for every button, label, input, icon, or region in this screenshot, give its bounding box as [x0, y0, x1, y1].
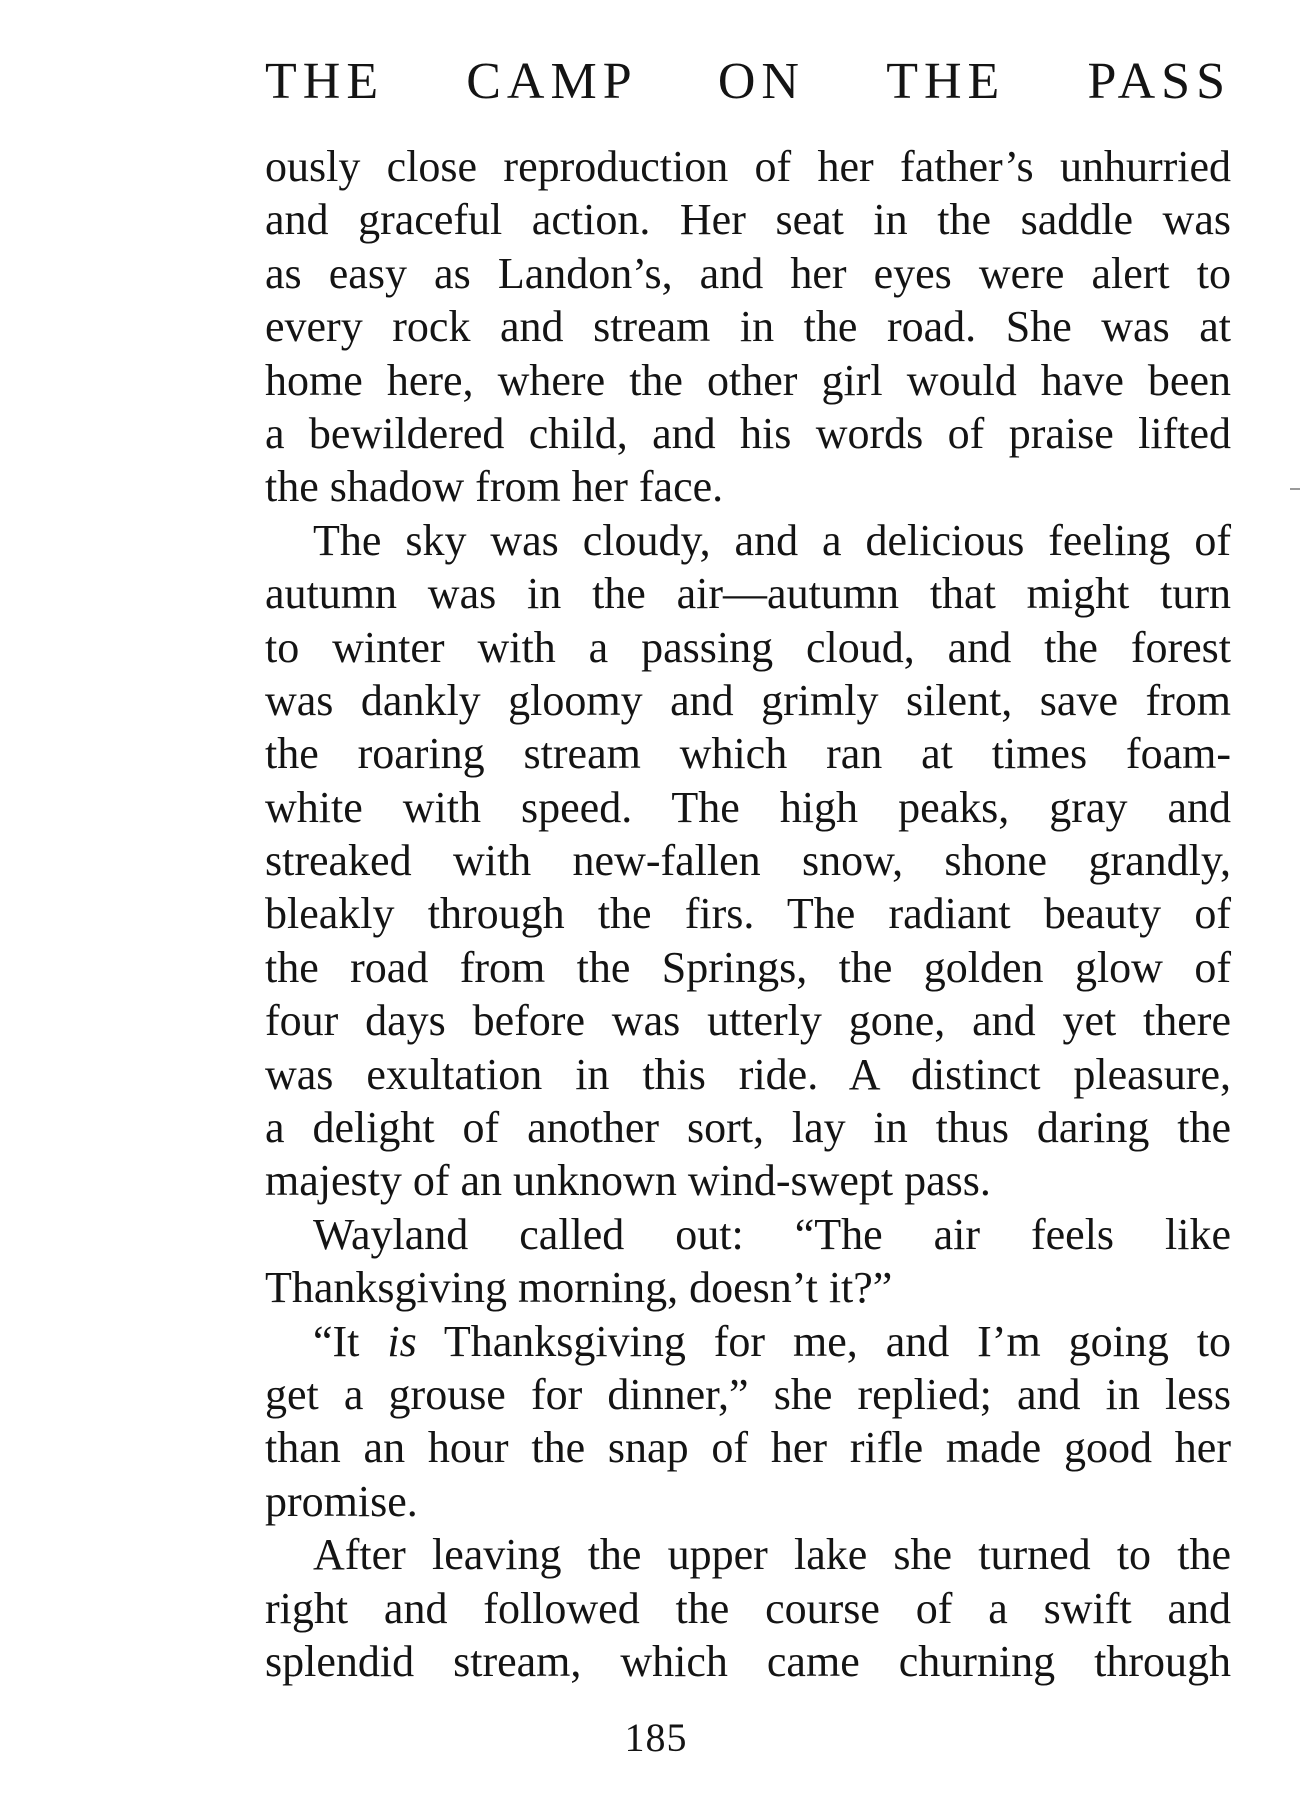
paragraph-5 — [265, 1528, 1231, 1688]
text-line: promise. — [265, 1476, 418, 1526]
running-title: THE CAMP ON THE PASS — [265, 53, 1231, 110]
text-line: majesty of an unknown wind-swept pass. — [265, 1156, 991, 1206]
text-line: was exultation in this ride. A distinct pleasure, — [265, 1049, 1231, 1099]
text-line: autumn was in the air—autumn that might turn — [265, 569, 1231, 619]
paragraph-3 — [265, 1208, 1231, 1315]
text-line: Thanksgiving morning, doesn’t it?” — [265, 1263, 893, 1313]
text-line: every rock and stream in the road. She was at — [265, 302, 1231, 352]
quote-rest-text: Thanksgiving for me, and I’m going to — [416, 1316, 1232, 1366]
text-line: the roaring stream which ran at times foam- — [265, 729, 1231, 779]
text-line: was dankly gloomy and grimly silent, save from — [265, 675, 1231, 725]
text-line: a bewildered child, and his words of praise lifted — [265, 408, 1231, 458]
text-line: white with speed. The high peaks, gray and — [265, 782, 1231, 832]
page-number: 185 — [624, 1715, 688, 1760]
quote-open-text: “It — [313, 1316, 388, 1366]
text-line: right and followed the course of a swift and — [265, 1583, 1231, 1633]
margin-mark — [1290, 488, 1300, 490]
paragraph-1 — [265, 140, 1231, 514]
text-line: bleakly through the firs. The radiant beauty of — [265, 889, 1231, 939]
body-text — [265, 140, 1231, 1688]
text-line: four days before was utterly gone, and yet there — [265, 996, 1231, 1046]
text-line: After leaving the upper lake she turned to the — [313, 1530, 1231, 1580]
text-line: a delight of another sort, lay in thus daring the — [265, 1103, 1231, 1153]
text-line: splendid stream, which came churning through — [265, 1636, 1231, 1686]
text-line: to winter with a passing cloud, and the forest — [265, 622, 1231, 672]
paragraph-4 — [265, 1315, 1231, 1529]
text-line: The sky was cloudy, and a delicious feeling of — [313, 515, 1231, 565]
text-line: Wayland called out: “The air feels like — [313, 1209, 1231, 1259]
text-line: than an hour the snap of her rifle made good her — [265, 1423, 1231, 1473]
paragraph-2 — [265, 514, 1231, 1208]
text-line: the shadow from her face. — [265, 462, 724, 512]
text-line: and graceful action. Her seat in the saddle was — [265, 195, 1231, 245]
text-line: get a grouse for dinner,” she replied; and in less — [265, 1369, 1231, 1419]
text-line: as easy as Landon’s, and her eyes were alert to — [265, 248, 1231, 298]
text-line — [265, 1315, 1231, 1368]
italic-emphasis: is — [387, 1316, 417, 1366]
text-line: ously close reproduction of her father’s unhurried — [265, 142, 1231, 191]
text-line: streaked with new-fallen snow, shone grandly, — [265, 836, 1231, 886]
text-line: home here, where the other girl would have been — [265, 355, 1231, 405]
text-line: the road from the Springs, the golden glow of — [265, 942, 1231, 992]
